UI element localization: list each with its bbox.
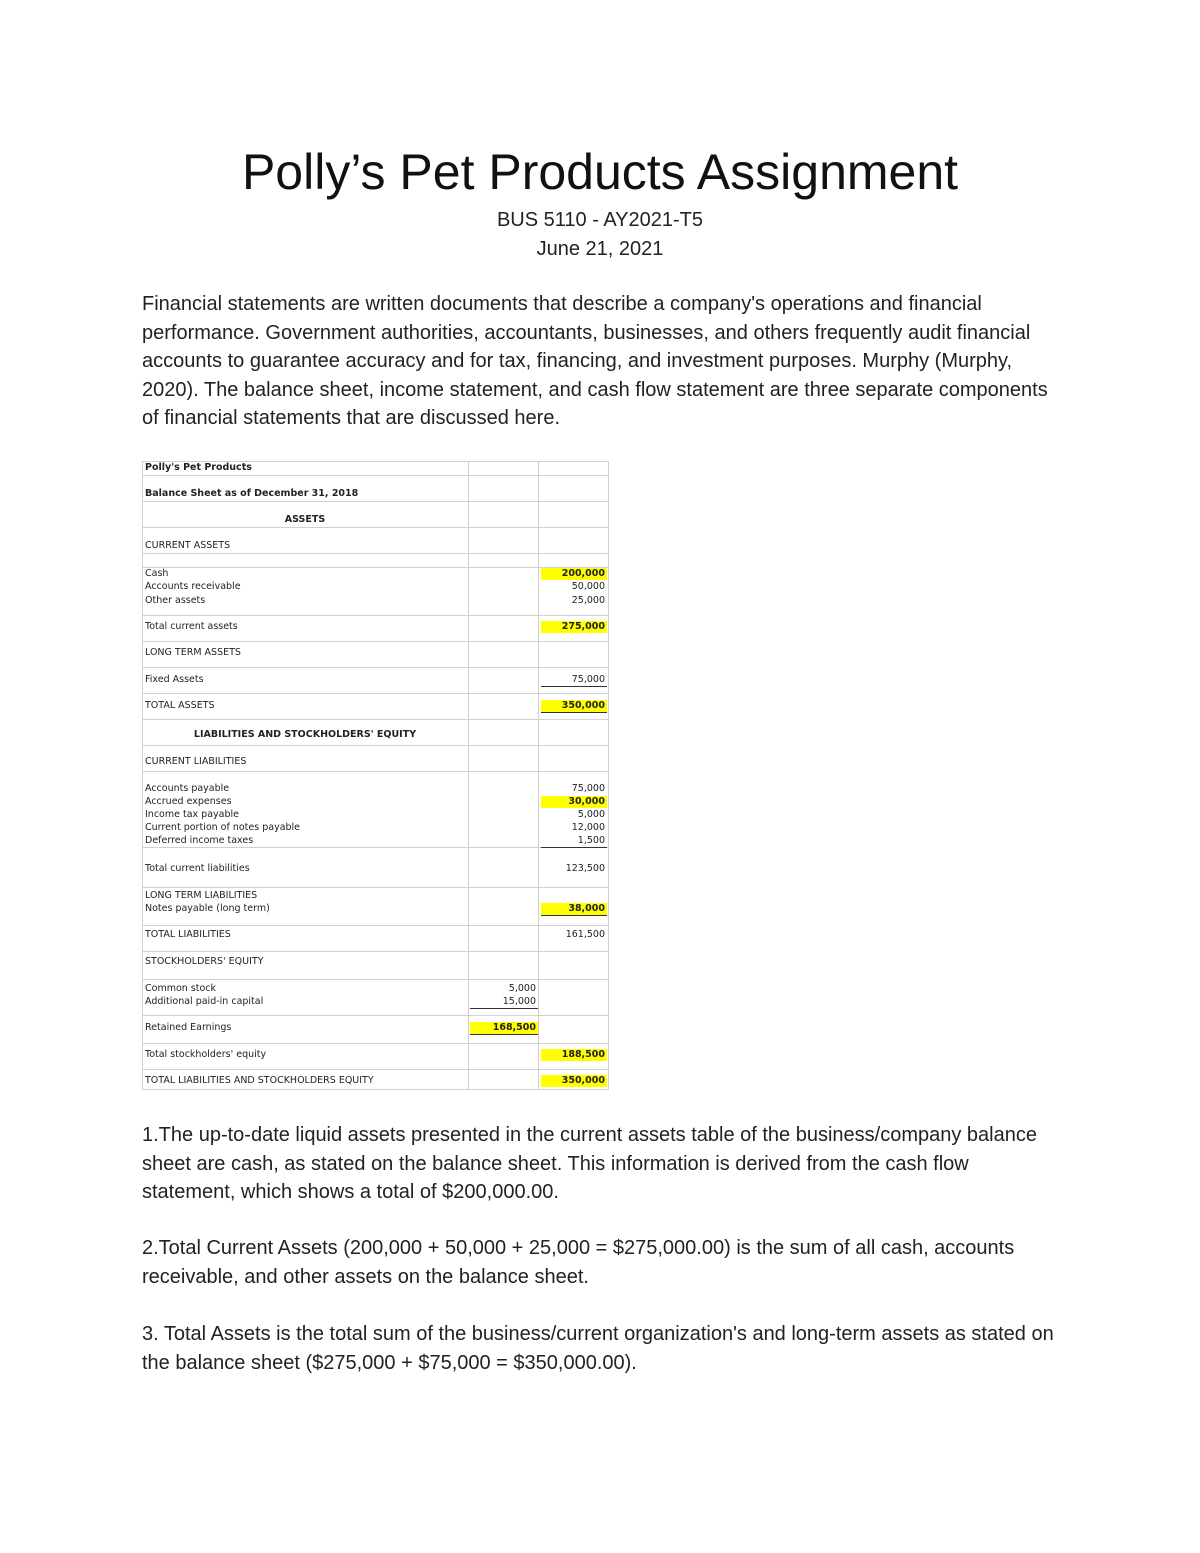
- retained-earnings-value: 168,500: [470, 1022, 538, 1035]
- total-current-assets-label: Total current assets: [145, 621, 238, 632]
- notes-payable-label: Notes payable (long term): [145, 903, 270, 914]
- paid-in-capital-value: 15,000: [470, 996, 538, 1009]
- fixed-assets-label: Fixed Assets: [145, 674, 204, 685]
- accounts-payable-label: Accounts payable: [145, 783, 230, 794]
- total-equity-value: 188,500: [541, 1049, 607, 1061]
- answer-paragraph-2: 2.Total Current Assets (200,000 + 50,000 + 25,000 = $275,000.00) is the sum of all cash, accounts receivable, and other assets on the balance sheet.: [142, 1237, 1015, 1288]
- long-term-assets-label: LONG TERM ASSETS: [145, 647, 241, 658]
- answer-paragraph-1: 1.The up-to-date liquid assets presented in the current assets table of the business/company balance sheet are cash, as stated on the balance sheet. This information is derived from the cash flow statement, which shows a total of $200,000.00.: [142, 1124, 1037, 1203]
- accrued-expenses-label: Accrued expenses: [145, 796, 232, 807]
- total-liabilities-equity-label: TOTAL LIABILITIES AND STOCKHOLDERS EQUITY: [145, 1075, 374, 1086]
- income-tax-payable-label: Income tax payable: [145, 809, 239, 820]
- common-stock-value: 5,000: [508, 983, 536, 994]
- document-date: June 21, 2021: [536, 238, 664, 260]
- document-title: Polly’s Pet Products Assignment: [241, 144, 959, 200]
- cash-label: Cash: [145, 568, 169, 579]
- total-liabilities-equity-value: 350,000: [541, 1075, 607, 1087]
- current-notes-label: Current portion of notes payable: [145, 822, 301, 833]
- current-notes-value: 12,000: [571, 822, 605, 833]
- answer-paragraph-3: 3. Total Assets is the total sum of the business/current organization's and long-term assets as stated on the balance sheet ($275,000 + $75,000 = $350,000.00).: [142, 1323, 1054, 1374]
- other-assets-label: Other assets: [145, 595, 206, 606]
- assets-header: ASSETS: [284, 514, 326, 525]
- accounts-payable-value: 75,000: [571, 783, 605, 794]
- balance-sheet-image: [142, 461, 609, 1090]
- deferred-taxes-value: 1,500: [541, 835, 607, 848]
- sheet-heading: Balance Sheet as of December 31, 2018: [145, 488, 359, 499]
- accounts-receivable-value: 50,000: [571, 581, 605, 592]
- other-assets-value: 25,000: [571, 595, 605, 606]
- paid-in-capital-label: Additional paid-in capital: [145, 996, 264, 1007]
- deferred-taxes-label: Deferred income taxes: [145, 835, 254, 846]
- company-name: Polly's Pet Products: [145, 462, 252, 473]
- common-stock-label: Common stock: [145, 983, 217, 994]
- current-liabilities-label: CURRENT LIABILITIES: [145, 756, 247, 767]
- long-term-liabilities-label: LONG TERM LIABILITIES: [145, 890, 258, 901]
- equity-label: STOCKHOLDERS' EQUITY: [145, 956, 264, 967]
- cash-value: 200,000: [541, 568, 607, 580]
- income-tax-payable-value: 5,000: [577, 809, 605, 820]
- intro-paragraph: Financial statements are written documents that describe a company's operations and financial performance. Government authorities, accountants, businesses, and others frequently audit financial accounts to guarantee accuracy and for tax, financing, and investment purposes. Murphy (Murphy, 2020). The balance sheet, income statement, and cash flow statement are three separate components of financial statements that are discussed here.: [142, 293, 1048, 429]
- notes-payable-value: 38,000: [541, 903, 607, 916]
- total-current-assets-value: 275,000: [541, 621, 607, 633]
- retained-earnings-label: Retained Earnings: [145, 1022, 232, 1033]
- total-liabilities-label: TOTAL LIABILITIES: [145, 929, 231, 940]
- total-current-liabilities-value: 123,500: [565, 863, 605, 874]
- current-assets-label: CURRENT ASSETS: [145, 540, 231, 551]
- accrued-expenses-value: 30,000: [541, 796, 607, 808]
- total-assets-value: 350,000: [541, 700, 607, 713]
- total-assets-label: TOTAL ASSETS: [145, 700, 215, 711]
- total-current-liabilities-label: Total current liabilities: [145, 863, 250, 874]
- accounts-receivable-label: Accounts receivable: [145, 581, 241, 592]
- course-code: BUS 5110 - AY2021-T5: [496, 209, 704, 231]
- total-liabilities-value: 161,500: [565, 929, 605, 940]
- total-equity-label: Total stockholders' equity: [145, 1049, 267, 1060]
- liabilities-header: LIABILITIES AND STOCKHOLDERS' EQUITY: [193, 729, 417, 740]
- fixed-assets-value: 75,000: [541, 674, 607, 687]
